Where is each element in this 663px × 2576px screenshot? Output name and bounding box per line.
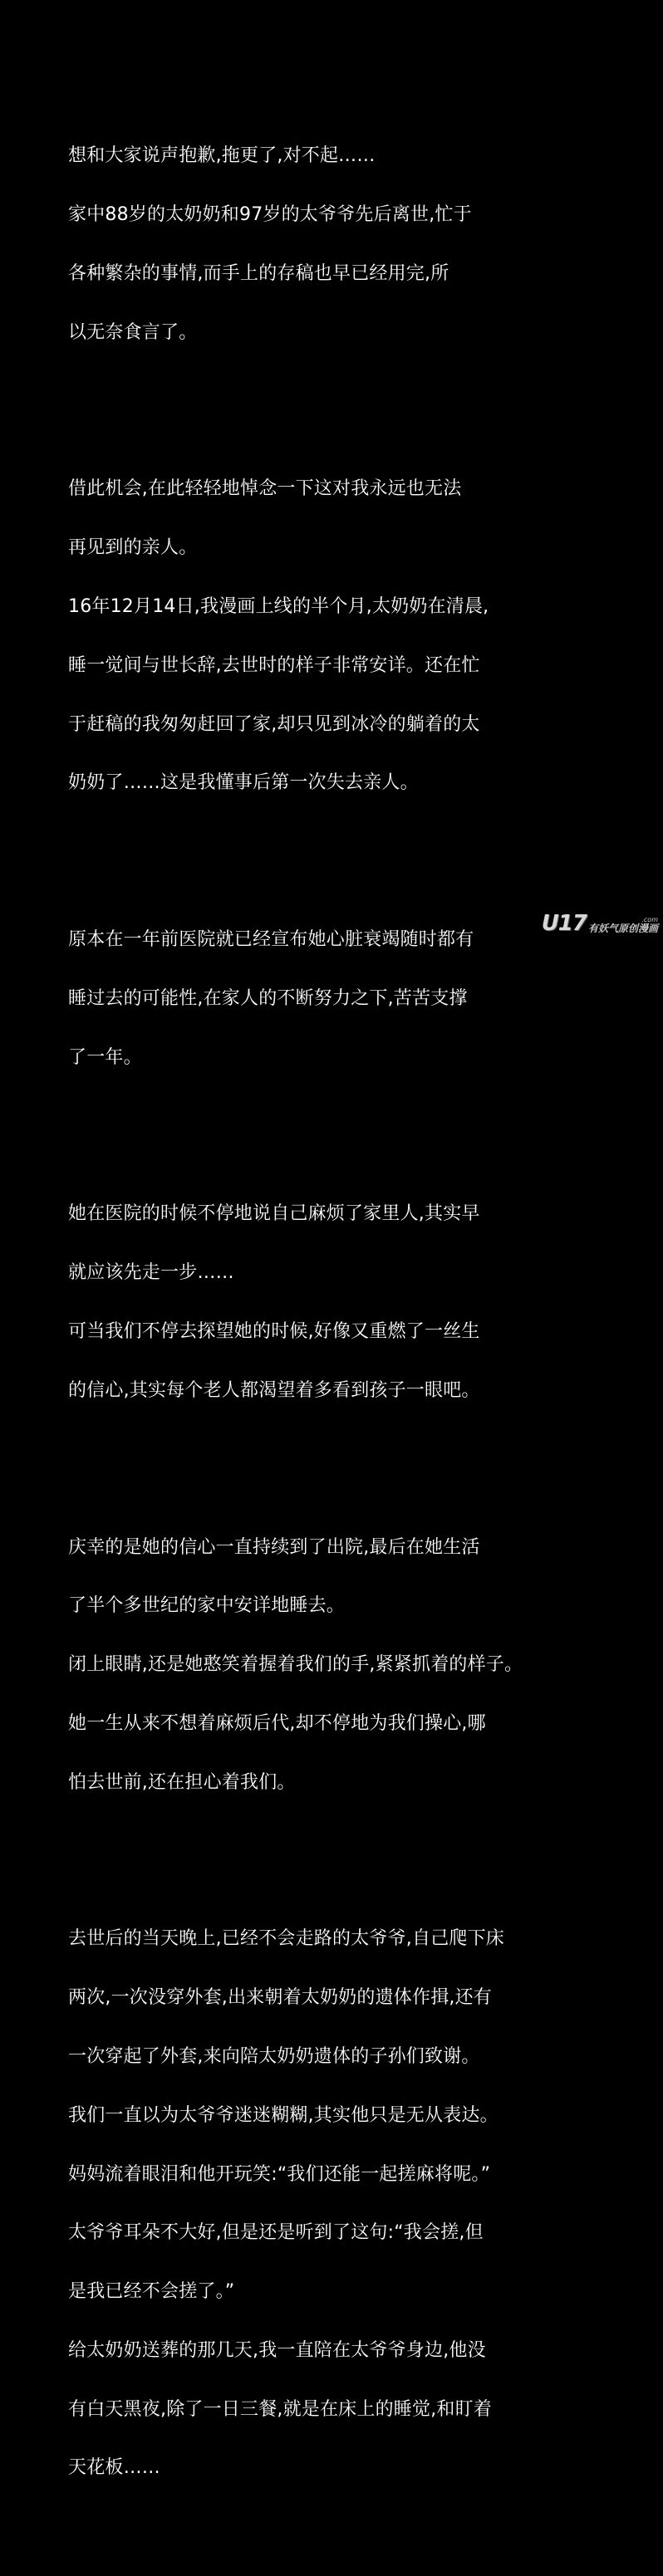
text-line: 睡过去的可能性,在家人的不断努力之下,苦苦支撑 — [68, 987, 468, 1009]
paragraph-4 — [68, 1165, 650, 1439]
text-line: 闭上眼睛,还是她憨笑着握着我们的手,紧紧抓着的样子。 — [68, 1654, 523, 1676]
text-line: 于赶稿的我匆匆赶回了家,却只见到冰冷的躺着的太 — [68, 713, 480, 735]
text-line: 16年12月14日,我漫画上线的半个月,太奶奶在清晨, — [68, 596, 489, 618]
text-line: 了一年。 — [68, 1046, 142, 1068]
author-note — [68, 68, 650, 2576]
text-line: 她在医院的时候不停地说自己麻烦了家里人,其实早 — [68, 1203, 480, 1225]
text-line: 再见到的亲人。 — [68, 537, 198, 559]
u17-watermark-logo — [542, 911, 658, 934]
text-line: 想和大家说声抱歉,拖更了,对不起…… — [68, 145, 376, 167]
text-line: 一次穿起了外套,来向陪太奶奶遗体的子孙们致谢。 — [68, 2045, 480, 2067]
text-line: 了半个多世纪的家中安详地睡去。 — [68, 1595, 346, 1617]
watermark-domain: .com — [641, 916, 658, 923]
paragraph-5 — [68, 1498, 650, 1831]
text-line: 各种繁杂的事情,而手上的存稿也早已经用完,所 — [68, 262, 449, 284]
text-line: 天花板…… — [68, 2457, 161, 2479]
text-line: 怕去世前,还在担心着我们。 — [68, 1771, 296, 1793]
watermark-right — [588, 916, 658, 934]
text-line: 就应该先走一步…… — [68, 1262, 234, 1284]
text-line: 庆幸的是她的信心一直持续到了出院,最后在她生活 — [68, 1536, 480, 1558]
paragraph-2 — [68, 440, 650, 832]
watermark-logo-text: U17 — [541, 911, 587, 936]
text-line: 有白天黑夜,除了一日三餐,就是在床上的睡觉,和盯着 — [68, 2398, 492, 2420]
text-line: 的信心,其实每个老人都渴望着多看到孩子一眼吧。 — [68, 1379, 480, 1401]
text-line: 以无奈食言了。 — [68, 321, 198, 343]
text-line: 是我已经不会搓了。” — [68, 2281, 235, 2303]
text-line: 太爷爷耳朵不大好,但是还是听到了这句:“我会搓,但 — [68, 2222, 484, 2244]
text-line: 睡一觉间与世长辞,去世时的样子非常安详。还在忙 — [68, 654, 480, 676]
text-line: 奶奶了……这是我懂事后第一次失去亲人。 — [68, 772, 419, 794]
text-line: 借此机会,在此轻轻地悼念一下这对我永远也无法 — [68, 478, 462, 500]
text-line: 给太奶奶送葬的那几天,我一直陪在太爷爷身边,他没 — [68, 2339, 486, 2361]
text-line: 我们一直以为太爷爷迷迷糊糊,其实他只是无从表达。 — [68, 2104, 498, 2126]
text-line: 原本在一年前医院就已经宣布她心脏衰竭随时都有 — [68, 929, 474, 951]
text-line: 妈妈流着眼泪和他开玩笑:“我们还能一起搓麻将呢。” — [68, 2163, 491, 2185]
text-line: 她一生从来不想着麻烦后代,却不停地为我们操心,哪 — [68, 1712, 486, 1734]
paragraph-6 — [68, 1890, 650, 2517]
paragraph-1 — [68, 107, 650, 381]
text-line: 可当我们不停去探望她的时候,好像又重燃了一丝生 — [68, 1321, 480, 1342]
watermark-tagline: 有妖气原创漫画 — [587, 923, 658, 934]
text-line: 两次,一次没穿外套,出来朝着太奶奶的遗体作揖,还有 — [68, 1987, 492, 2009]
text-line: 去世后的当天晚上,已经不会走路的太爷爷,自己爬下床 — [68, 1928, 504, 1950]
text-line: 家中88岁的太奶奶和97岁的太爷爷先后离世,忙于 — [68, 204, 472, 226]
